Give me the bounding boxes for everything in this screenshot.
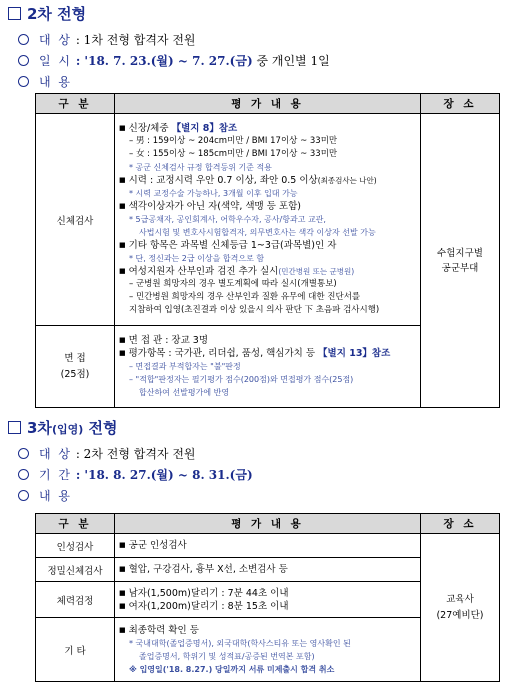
circle-bullet-icon [18,34,29,45]
square-bullet-icon: ■ [119,202,126,210]
header-content: 평 가 내 용 [115,94,421,114]
circle-bullet-icon [18,55,29,66]
section3-line-content: 내 용 [18,487,72,504]
evaluation-item: ■ 색각이상자가 아닌 자(색약, 색맹 등 포함) [119,201,301,212]
place-cell: 교육사 (27예비단) [421,534,500,682]
section3-title: 3차(입영) 전형 [8,417,117,438]
section3-line-target: 대 상 : 2차 전형 합격자 전원 [18,445,196,462]
checkbox-square-icon [8,421,21,434]
evaluation-item: ■ 신장/체중 【별지 8】참조 [119,123,238,134]
section3-line-period: 기 간 : '18. 8. 27.(월) ~ 8. 31.(금) [18,466,253,483]
header-place: 장 소 [421,94,500,114]
evaluation-item: – 男 : 159이상 ~ 204cm미만 / BMI 17이상 ~ 33미만 [129,136,338,146]
section2-line-content: 내 용 [18,73,72,90]
evaluation-item: – 면접결과 부적합자는 "불"판정 [129,362,241,371]
evaluation-item: * 단, 정신과는 2급 이상을 합격으로 함 [129,254,265,263]
row-interview-items [115,326,421,408]
section2-line-date: 일 시 : '18. 7. 23.(월) ~ 7. 27.(금) 중 개인별 1일 [18,52,330,69]
header-category: 구 분 [36,94,115,114]
header-place: 장 소 [421,514,500,534]
row-medical-label: 정밀신체검사 [36,558,115,582]
evaluation-item: ■ 시력 : 교정시력 우안 0.7 이상, 좌안 0.5 이상(최종검사는 나안) [119,175,377,186]
row-medical-items: ■ 혈압, 구강검사, 흉부 X선, 소변검사 등 [115,558,421,582]
circle-bullet-icon [18,490,29,501]
evaluation-item: 지참하여 입영(초진결과 이상 있을시 의사 판단 下 초음파 검사시행) [129,305,380,315]
evaluation-item: 사법시험 및 변호사시험합격자, 의무변호사는 색각 이상자 선발 가능 [139,228,376,237]
row-fitness-label: 체력검정 [36,582,115,618]
header-category: 구 분 [36,514,115,534]
section2-title: 2차 전형 [8,3,86,24]
square-bullet-icon: ■ [119,124,126,132]
section2-table [35,93,500,408]
evaluation-item: 합산하여 선발평가에 반영 [139,388,230,397]
evaluation-item: * 공군 신체검사 규정 합격등위 기준 적용 [129,163,272,172]
evaluation-item: ■ 면 접 관 : 장교 3명 [119,335,209,346]
evaluation-item: ■ 기타 항목은 과목별 신체등급 1~3급(과목별)인 자 [119,240,337,251]
row-personality-label: 인성검사 [36,534,115,558]
row-interview-label: 면 접 (25점) [36,326,115,408]
evaluation-item: ■ 평가항목 : 국가관, 리더쉽, 품성, 핵심가치 등 【별지 13】참조 [119,348,391,359]
checkbox-square-icon [8,7,21,20]
row-physical-label: 신체검사 [36,114,115,326]
square-bullet-icon: ■ [119,241,126,249]
circle-bullet-icon [18,469,29,480]
row-physical-items [115,114,421,326]
row-etc-label: 기 타 [36,618,115,682]
row-personality-items: ■ 공군 인성검사 [115,534,421,558]
evaluation-item: * 5급공채자, 공인회계사, 어학우수자, 공사/항과고 교관, [129,215,326,224]
evaluation-item: * 시력 교정수술 가능하나, 3개월 이후 입대 가능 [129,189,298,198]
circle-bullet-icon [18,448,29,459]
section3-table [35,513,500,682]
place-cell: 수험지구별 공군부대 [421,114,500,408]
evaluation-item: ■ 여성지원자 산부인과 검진 추가 실시(민간병원 또는 군병원) [119,266,355,277]
section2-line-target: 대 상 : 1차 전형 합격자 전원 [18,31,196,48]
row-fitness-items: ■ 남자(1,500m)달리기 : 7분 44초 이내 ■ 여자(1,200m)달리기 : 8분 15초 이내 [115,582,421,618]
header-content: 평 가 내 용 [115,514,421,534]
square-bullet-icon: ■ [119,336,126,344]
evaluation-item: – 女 : 155이상 ~ 185cm미만 / BMI 17이상 ~ 33미만 [129,149,338,159]
evaluation-item: – 군병원 희망자의 경우 별도계획에 따라 실시(개별통보) [129,279,337,289]
row-etc-items: ■ 최종학력 확인 등 * 국내대학(졸업증명서), 외국대학(학사스티유 또는 영사확인 된 졸업증명서, 학위기 및 성적표/공증된 번역본 포함) ※ 입영일('18. 8.27.) 당일까지 서류 미제출시 합격 취소 [115,618,421,682]
evaluation-item: – 민간병원 희망자의 경우 산부인과 질환 유무에 대한 진단서를 [129,292,361,302]
square-bullet-icon: ■ [119,267,126,275]
square-bullet-icon: ■ [119,349,126,357]
evaluation-item: – "적합"판정자는 필기평가 점수(200점)와 면접평가 점수(25점) [129,375,354,384]
circle-bullet-icon [18,76,29,87]
square-bullet-icon: ■ [119,176,126,184]
